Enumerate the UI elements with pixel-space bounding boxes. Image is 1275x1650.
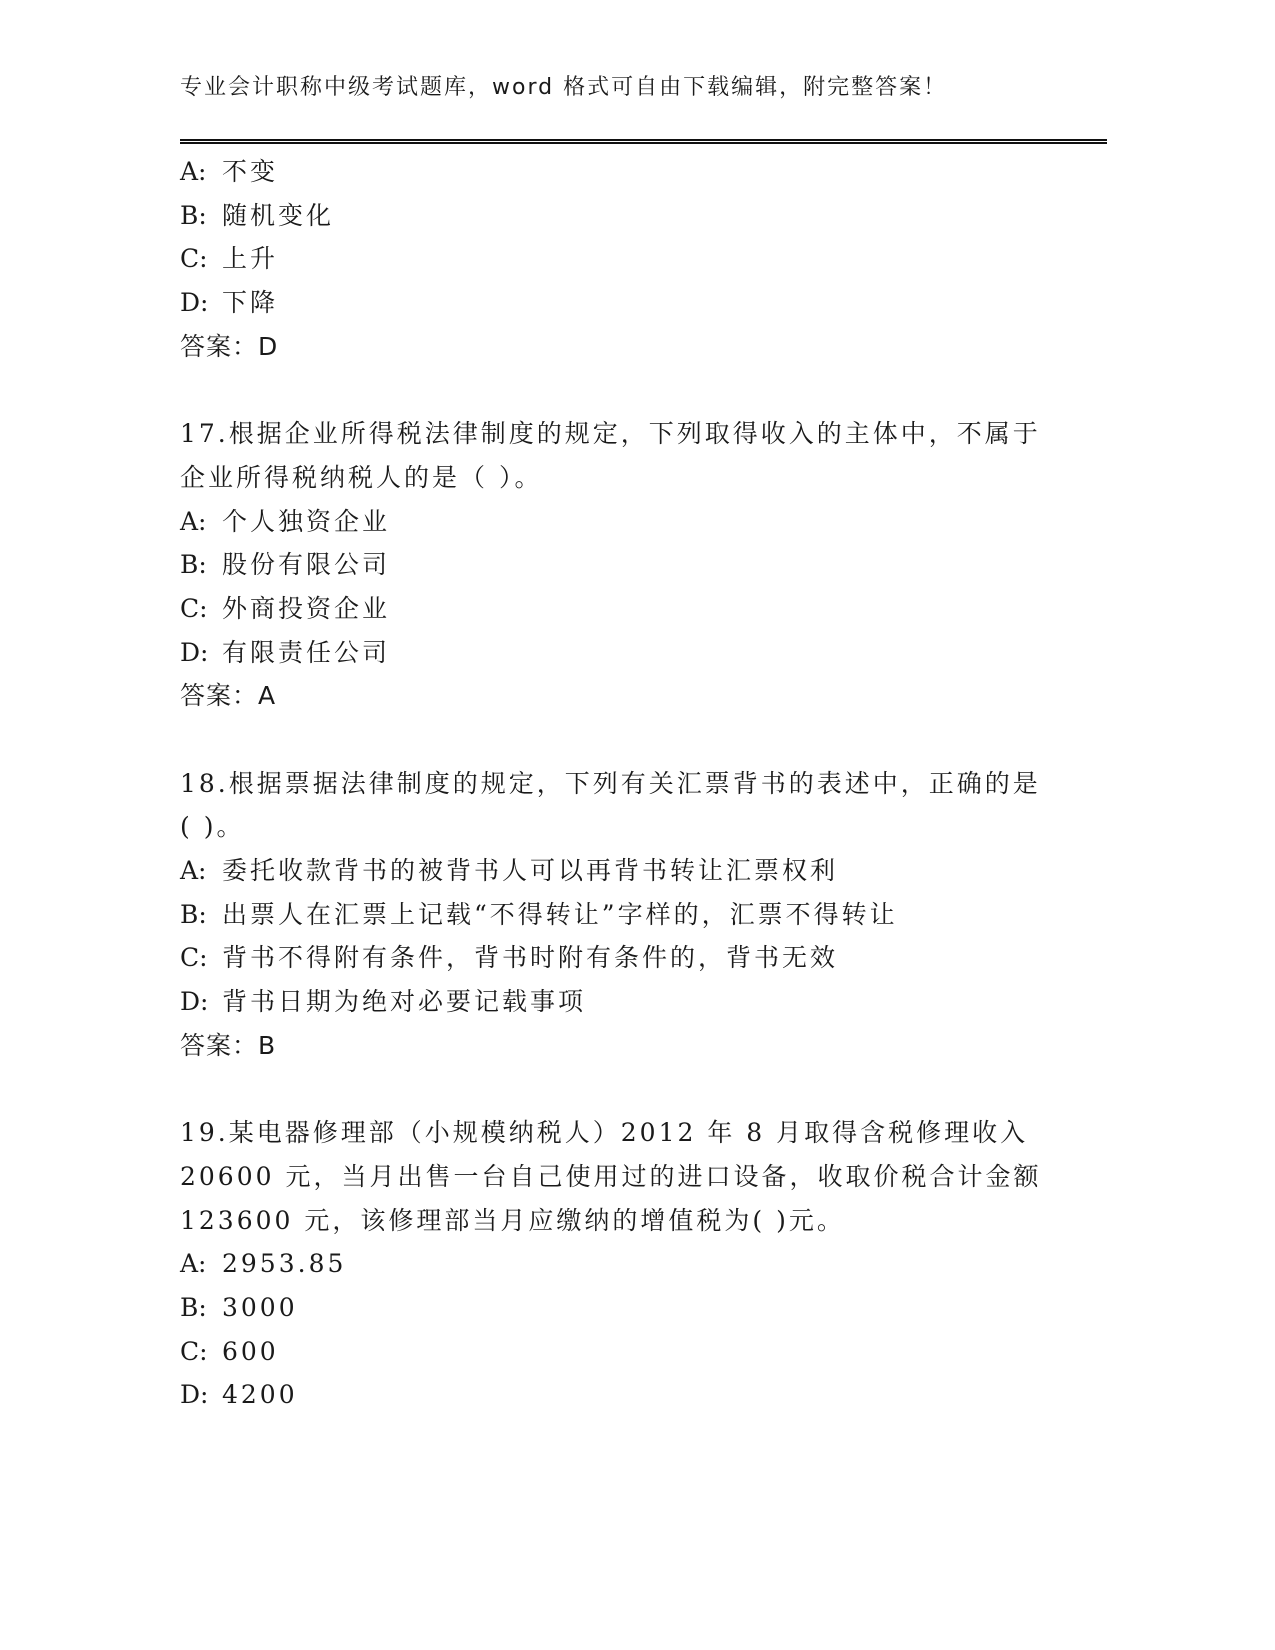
option-letter: B: [180, 899, 207, 929]
option-letter: A: [180, 856, 207, 885]
option-letter: B: [180, 200, 207, 230]
option-text: 个人独资企业 [222, 506, 391, 536]
option-text: 股份有限公司 [222, 550, 391, 580]
option-text: 委托收款背书的被背书人可以再背书转让汇票权利 [222, 856, 839, 885]
option-letter: D: [180, 637, 209, 667]
option-letter: D: [180, 987, 209, 1017]
option-text: 背书不得附有条件，背书时附有条件的，背书无效 [222, 943, 839, 973]
option-c [180, 936, 1080, 980]
option-text: 2953.85 [222, 1249, 347, 1279]
option-text: 3000 [222, 1292, 298, 1322]
option-letter: D: [180, 1380, 209, 1410]
question-17 [180, 412, 1080, 718]
option-letter: C: [180, 593, 208, 623]
option-b [180, 194, 1080, 238]
option-d [180, 631, 1080, 675]
option-text: 上升 [222, 244, 279, 274]
option-text: 出票人在汇票上记载“不得转让”字样的，汇票不得转让 [222, 899, 898, 929]
option-text: 随机变化 [222, 200, 335, 230]
option-letter: C: [180, 1336, 208, 1366]
option-b [180, 893, 1080, 937]
option-letter: A: [180, 1249, 207, 1279]
option-letter: C: [180, 943, 208, 973]
option-letter: D: [180, 288, 209, 318]
option-a [180, 1242, 1080, 1286]
option-letter: A: [180, 157, 207, 186]
option-letter: A: [180, 506, 207, 536]
question-stem-line: 20600 元，当月出售一台自己使用过的进口设备，收取价税合计金额 [180, 1161, 1042, 1191]
option-c [180, 237, 1080, 281]
question-stem-line: 18.根据票据法律制度的规定，下列有关汇票背书的表述中，正确的是 [180, 768, 1041, 798]
option-letter: B: [180, 1292, 207, 1322]
answer-line: 答案：D [180, 331, 279, 361]
option-a [180, 500, 1080, 544]
option-text: 600 [222, 1336, 279, 1366]
option-b [180, 543, 1080, 587]
option-b [180, 1286, 1080, 1330]
option-d [180, 281, 1080, 325]
option-text: 外商投资企业 [222, 593, 391, 623]
option-c [180, 587, 1080, 631]
option-letter: C: [180, 244, 208, 274]
option-d [180, 1373, 1080, 1417]
answer-line: 答案：A [180, 681, 277, 711]
option-a [180, 849, 1080, 893]
option-a [180, 150, 1080, 194]
question-stem-line: 19.某电器修理部（小规模纳税人）2012 年 8 月取得含税修理收入 [180, 1118, 1029, 1148]
prev-question-options [180, 150, 1080, 368]
page-header: 专业会计职称中级考试题库，word 格式可自由下载编辑，附完整答案！ [180, 75, 948, 100]
question-19 [180, 1111, 1080, 1417]
option-text: 下降 [222, 288, 279, 318]
option-text: 有限责任公司 [222, 637, 391, 667]
option-text: 4200 [222, 1380, 298, 1410]
question-stem-line: ( )。 [180, 812, 245, 842]
option-c [180, 1330, 1080, 1374]
option-text: 不变 [222, 157, 279, 186]
question-stem-line: 17.根据企业所得税法律制度的规定，下列取得收入的主体中，不属于 [180, 419, 1041, 449]
answer-line: 答案：B [180, 1030, 277, 1060]
question-stem-line: 123600 元，该修理部当月应缴纳的增值税为( )元。 [180, 1205, 845, 1235]
option-d [180, 980, 1080, 1024]
question-18 [180, 762, 1080, 1068]
question-stem-line: 企业所得税纳税人的是（ ）。 [180, 462, 543, 492]
header-double-rule [180, 139, 1107, 144]
option-text: 背书日期为绝对必要记载事项 [222, 987, 587, 1017]
option-letter: B: [180, 550, 207, 580]
document-body [180, 150, 1080, 1417]
